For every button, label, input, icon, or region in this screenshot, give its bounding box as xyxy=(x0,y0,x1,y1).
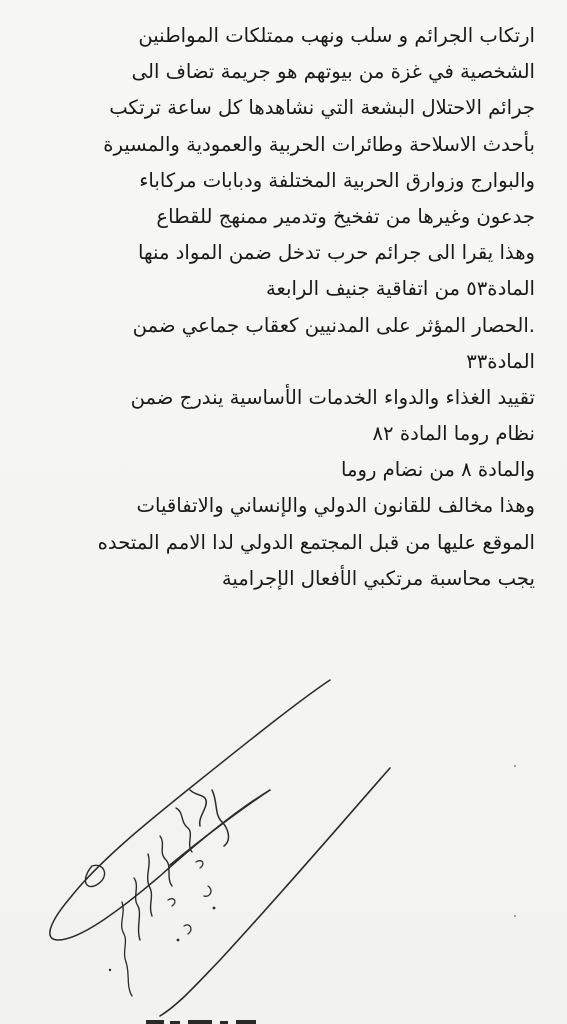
signature-stroke xyxy=(160,836,172,886)
document-body xyxy=(25,18,535,597)
cropped-text-fragment xyxy=(140,1018,270,1024)
text-line: الموقع عليها من قبل المجتمع الدولي لدا الامم المتحده xyxy=(97,530,535,554)
text-line: وهذا مخالف للقانون الدولي والإنساني والاتفاقيات xyxy=(136,494,535,518)
text-line: جرائم الاحتلال البشعة التي نشاهدها كل ساعة ترتكب xyxy=(109,96,535,120)
scan-speck xyxy=(514,765,516,767)
scan-speck xyxy=(514,915,516,917)
text-line: بأحدث الاسلاحة وطائرات الحربية والعمودية والمسيرة xyxy=(103,132,535,156)
signature-stroke xyxy=(85,865,104,886)
signature-dot xyxy=(177,939,180,942)
signature-stroke xyxy=(196,861,203,868)
text-line: الشخصية في غزة من بيوتهم هو جريمة تضاف الى xyxy=(131,60,535,84)
signature-stroke xyxy=(126,962,132,996)
signature-stroke xyxy=(184,925,191,934)
signature-stroke xyxy=(50,680,330,940)
text-line: المادة٣٣ xyxy=(466,349,535,373)
signature-stroke xyxy=(122,902,126,962)
signature-stroke xyxy=(212,790,228,846)
text-line: وهذا يقرا الى جرائم حرب تدخل ضمن المواد منها xyxy=(138,241,535,265)
text-line: .الحصار المؤثر على المدنيين كعقاب جماعي ضمن xyxy=(132,313,535,337)
signature-stroke xyxy=(134,878,140,940)
text-line: جدعون وغيرها من تفخيخ وتدمير ممنهج للقطاع xyxy=(156,204,535,228)
text-line: نظام روما المادة ٨٢ xyxy=(372,422,535,446)
text-line: والبوارج وزوارق الحربية المختلفة ودبابات مركاباء xyxy=(139,168,535,192)
text-line: ارتكاب الجرائم و سلب ونهب ممتلكات المواطنين xyxy=(138,24,535,47)
signature-stroke xyxy=(176,808,192,852)
text-line: تقييد الغذاء والدواء الخدمات الأساسية يندرج ضمن xyxy=(130,385,535,409)
signature-stroke xyxy=(160,768,390,1016)
signature-stroke xyxy=(168,899,175,906)
signature-stroke xyxy=(204,886,211,896)
signature-dot xyxy=(109,969,111,971)
text-line: والمادة ٨ من نضام روما xyxy=(341,458,535,482)
handwritten-signature xyxy=(0,640,567,1024)
signature-stroke xyxy=(190,790,206,826)
signature-dot xyxy=(213,907,216,910)
text-line: المادة٥٣ من اتفاقية جنيف الرابعة xyxy=(266,277,535,301)
text-line: يجب محاسبة مرتكبي الأفعال الإجرامية xyxy=(221,566,535,590)
